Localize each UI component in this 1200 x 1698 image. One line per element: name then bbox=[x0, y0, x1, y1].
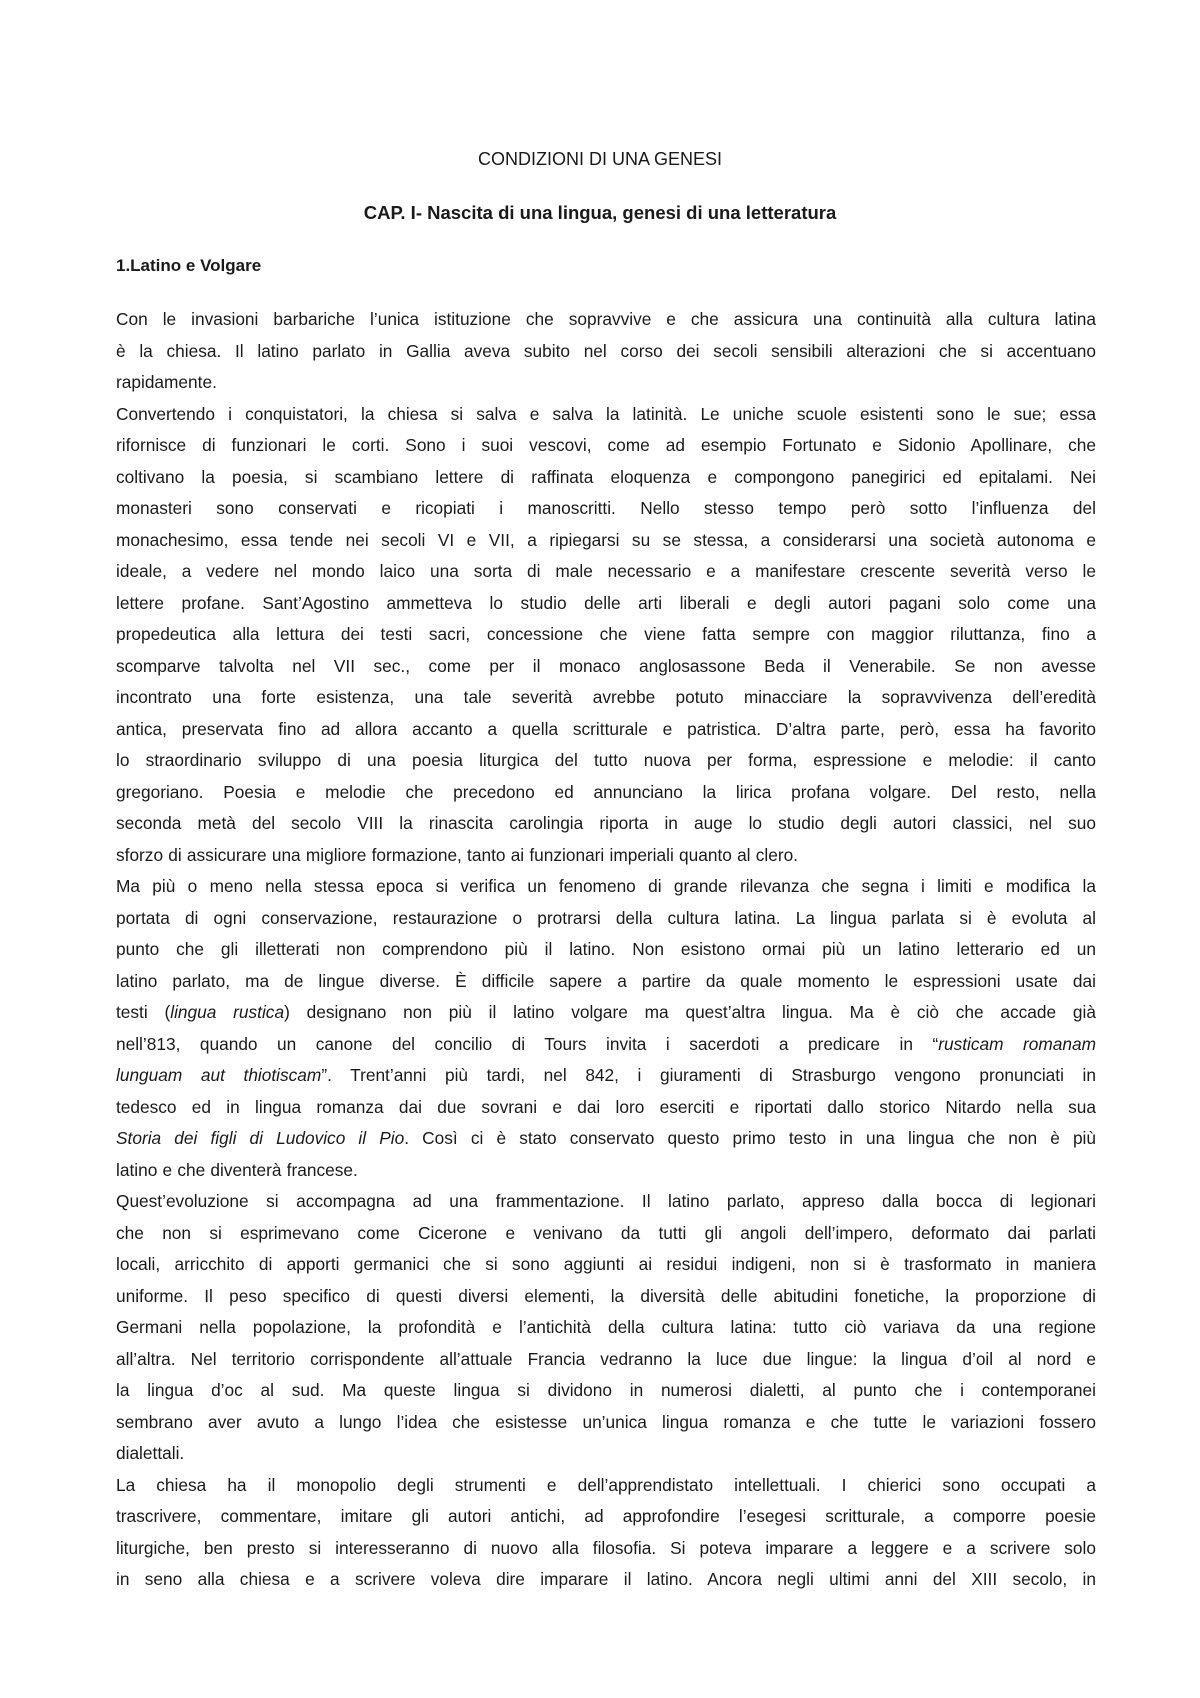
text-line: Quest’evoluzione si accompagna ad una frammentazione. Il latino parlato, appreso dalla bocca di legionari bbox=[116, 1191, 1096, 1211]
text-line: Ma più o meno nella stessa epoca si verifica un fenomeno di grande rilevanza che segna i limiti e modifica la bbox=[116, 876, 1096, 896]
text-line: uniforme. Il peso specifico di questi diversi elementi, la diversità delle abitudini fonetiche, la proporzione di bbox=[116, 1285, 1096, 1306]
text-line: latino e che diventerà francese. bbox=[116, 1159, 358, 1180]
body-text bbox=[116, 304, 1096, 1596]
text-line: è la chiesa. Il latino parlato in Gallia aveva subito nel corso dei secoli sensibili alterazioni che si accentuano bbox=[116, 340, 1096, 361]
text-fragment: ) designano non più il latino volgare ma quest’altra lingua. Ma è ciò che accade già bbox=[284, 1002, 1096, 1022]
text-line: trascrivere, commentare, imitare gli autori antichi, ad approfondire l’esegesi scritturale, a comporre poesie bbox=[116, 1506, 1096, 1526]
text-line: lo straordinario sviluppo di una poesia liturgica del tutto nuova per forma, espressione e melodie: il canto bbox=[116, 750, 1096, 770]
text-line: sforzo di assicurare una migliore formazione, tanto ai funzionari imperiali quanto al clero. bbox=[116, 844, 798, 865]
text-line: all’altra. Nel territorio corrispondente all’attuale Francia vedranno la luce due lingue: la lingua d’oil al nord e bbox=[116, 1348, 1096, 1369]
text-line: liturgiche, ben presto si interesseranno di nuovo alla filosofia. Si poteva imparare a leggere e a scrivere solo bbox=[116, 1537, 1096, 1558]
text-fragment: testi ( bbox=[116, 1002, 171, 1022]
text-line: la lingua d’oc al sud. Ma queste lingua si dividono in numerosi dialetti, al punto che i contemporanei bbox=[116, 1380, 1096, 1400]
document-title: CONDIZIONI DI UNA GENESI bbox=[477, 149, 723, 169]
text-line: rapidamente. bbox=[116, 372, 217, 392]
text-line: monasteri sono conservati e ricopiati i manoscritti. Nello stesso tempo però sotto l’influenza del bbox=[116, 498, 1096, 518]
text-line: Germani nella popolazione, la profondità e l’antichità della cultura latina: tutto ciò variava da una regione bbox=[116, 1317, 1096, 1337]
text-line: dialettali. bbox=[116, 1443, 185, 1463]
italic-phrase: lingua rustica bbox=[170, 1002, 285, 1022]
text-line: che non si esprimevano come Cicerone e venivano da tutti gli angoli dell’impero, deformato dai parlati bbox=[116, 1222, 1096, 1243]
text-line: locali, arricchito di apporti germanici che si sono aggiunti ai residui indigeni, non si è trasformato in maniera bbox=[116, 1254, 1096, 1274]
text-fragment: ”. Trent’anni più tardi, nel 842, i giuramenti di Strasburgo vengono pronunciati in bbox=[321, 1065, 1096, 1085]
text-line: monachesimo, essa tende nei secoli VI e VII, a ripiegarsi su se stessa, a considerarsi una società autonoma e bbox=[116, 529, 1096, 550]
text-fragment: nell’813, quando un canone del concilio di Tours invita i sacerdoti a predicare in “ bbox=[116, 1033, 939, 1054]
chapter-title: CAP. I- Nascita di una lingua, genesi di una letteratura bbox=[363, 202, 837, 223]
section-heading: 1.Latino e Volgare bbox=[116, 256, 262, 275]
italic-phrase: Storia dei figli di Ludovico il Pio bbox=[116, 1128, 405, 1148]
text-line: incontrato una forte esistenza, una tale severità avrebbe potuto minacciare la sopravvivenza dell’eredità bbox=[116, 687, 1096, 707]
italic-phrase: lunguam aut thiotiscam bbox=[116, 1065, 322, 1085]
text-line: seconda metà del secolo VIII la rinascita carolingia riporta in auge lo studio degli autori classici, nel suo bbox=[116, 813, 1096, 833]
text-line: scomparve talvolta nel VII sec., come per il monaco anglosassone Beda il Venerabile. Se non avesse bbox=[116, 655, 1096, 676]
text-line: antica, preservata fino ad allora accanto a quella scritturale e patristica. D’altra parte, però, essa ha favorito bbox=[116, 718, 1096, 739]
text-line: in seno alla chiesa e a scrivere voleva dire imparare il latino. Ancora negli ultimi anni del XIII secolo, in bbox=[116, 1569, 1096, 1589]
text-line: ideale, a vedere nel mondo laico una sorta di male necessario e a manifestare crescente severità verso le bbox=[116, 561, 1096, 581]
text-line: punto che gli illetterati non comprendono più il latino. Non esistono ormai più un latino letterario ed un bbox=[116, 939, 1096, 959]
text-line: tedesco ed in lingua romanza dai due sovrani e dai loro eserciti e riportati dallo storico Nitardo nella sua bbox=[116, 1096, 1096, 1117]
text-line: coltivano la poesia, si scambiano lettere di raffinata eloquenza e compongono panegirici ed epitalami. Nei bbox=[116, 466, 1096, 487]
text-line: latino parlato, ma de lingue diverse. È difficile sapere a partire da quale momento le espressioni usate dai bbox=[116, 970, 1096, 991]
text-line: La chiesa ha il monopolio degli strumenti e dell’apprendistato intellettuali. I chierici sono occupati a bbox=[116, 1474, 1096, 1495]
text-line bbox=[116, 1123, 1096, 1155]
text-line: Convertendo i conquistatori, la chiesa si salva e salva la latinità. Le uniche scuole esistenti sono le sue; essa bbox=[116, 403, 1096, 424]
text-line: gregoriano. Poesia e melodie che precedono ed annunciano la lirica profana volgare. Del resto, nella bbox=[116, 781, 1096, 802]
text-line: propedeutica alla lettura dei testi sacri, concessione che viene fatta sempre con maggior riluttanza, fino a bbox=[116, 624, 1096, 644]
text-line: portata di ogni conservazione, restaurazione o protrarsi della cultura latina. La lingua parlata si è evoluta al bbox=[116, 907, 1096, 928]
text-line: lettere profane. Sant’Agostino ammetteva lo studio delle arti liberali e degli autori pagani solo come una bbox=[116, 592, 1096, 613]
text-line: Con le invasioni barbariche l’unica istituzione che sopravvive e che assicura una continuità alla cultura latina bbox=[116, 309, 1096, 329]
italic-phrase: rusticam romanam bbox=[938, 1033, 1096, 1054]
text-line bbox=[116, 1029, 1096, 1061]
text-line bbox=[116, 997, 1096, 1029]
text-line bbox=[116, 1060, 1096, 1092]
text-fragment: . Così ci è stato conservato questo primo testo in una lingua che non è più bbox=[404, 1128, 1097, 1148]
text-line: sembrano aver avuto a lungo l’idea che esistesse un’unica lingua romanza e che tutte le variazioni fossero bbox=[116, 1411, 1096, 1432]
text-line: rifornisce di funzionari le corti. Sono i suoi vescovi, come ad esempio Fortunato e Sidonio Apollinare, che bbox=[116, 435, 1096, 455]
